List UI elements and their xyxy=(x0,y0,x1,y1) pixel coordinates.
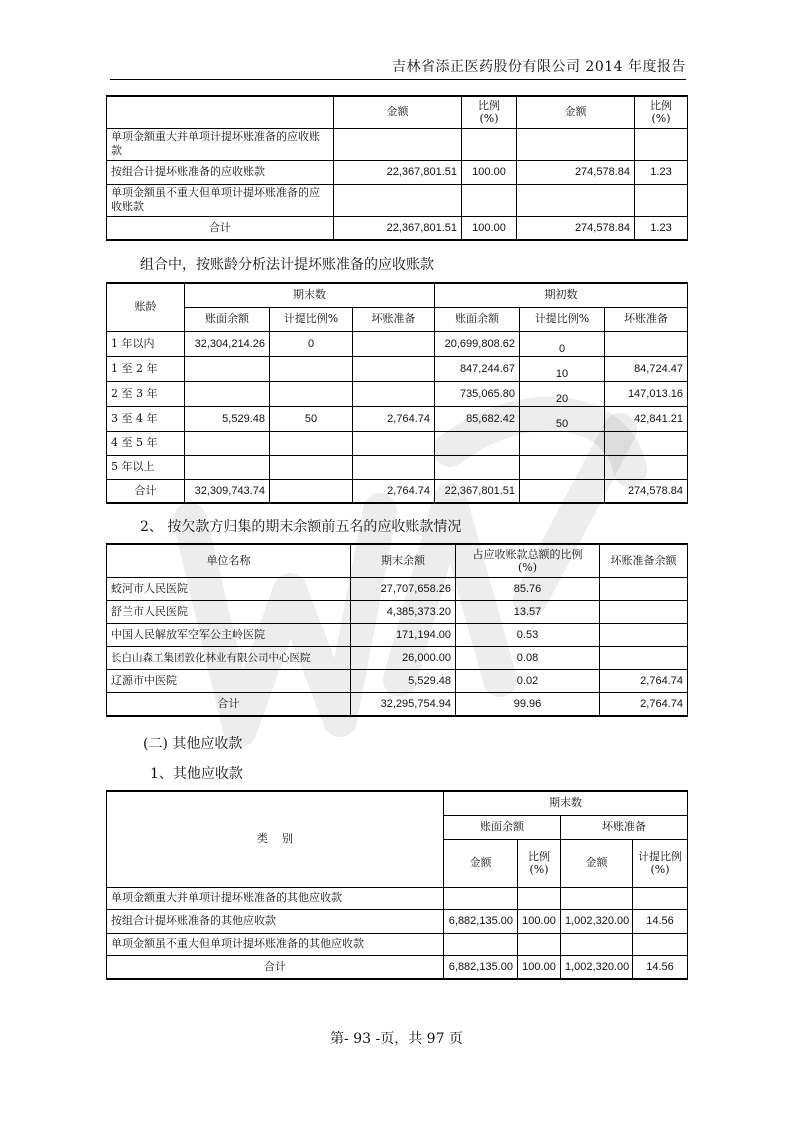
report-header: 吉林省添正医药股份有限公司 2014 年度报告 xyxy=(391,59,686,75)
cell: 14.56 xyxy=(633,955,688,979)
cell xyxy=(353,381,435,406)
cell xyxy=(600,577,688,600)
column-header: 坏账准备余额 xyxy=(600,544,688,577)
table-row xyxy=(107,356,688,381)
cell: 274,578.84 xyxy=(517,160,635,184)
row-label: 舒兰市人民医院 xyxy=(107,600,351,623)
column-header: 期末余额 xyxy=(351,544,456,577)
cell: 26,000.00 xyxy=(351,646,456,669)
total-row xyxy=(107,692,688,716)
receivables-classification-table xyxy=(106,95,688,241)
cell: 22,367,801.51 xyxy=(334,160,462,184)
ratio-header: 比例 (%) xyxy=(635,96,688,128)
cell xyxy=(270,356,353,381)
column-header: 占应收账款总额的比例 (%) xyxy=(456,544,600,577)
cell: 4,385,373.20 xyxy=(351,600,456,623)
row-label: 1 年以内 xyxy=(107,331,185,356)
section-heading: (二) 其他应收款 xyxy=(143,736,243,752)
cell: 2,764.74 xyxy=(353,479,435,503)
header-blank-cell xyxy=(107,96,334,128)
ratio-header: 比例 (%) xyxy=(462,96,517,128)
cell: 84,724.47 xyxy=(605,356,688,381)
column-header: 坏账准备 xyxy=(353,307,435,331)
table-row xyxy=(107,128,688,160)
section-heading: 1、其他应收款 xyxy=(150,766,243,782)
cell: 0 xyxy=(520,331,605,356)
cell xyxy=(633,933,688,955)
cell: 20 xyxy=(520,381,605,406)
column-header: 账面余额 xyxy=(185,307,270,331)
row-label: 4 至 5 年 xyxy=(107,431,185,455)
other-receivables-table xyxy=(106,790,688,980)
row-label: 单项金额重大并单项计提坏账准备的其他应收款 xyxy=(107,887,444,909)
table-row xyxy=(107,646,688,669)
cell xyxy=(520,455,605,479)
row-label: 蛟河市人民医院 xyxy=(107,577,351,600)
table-row xyxy=(107,331,688,356)
cell xyxy=(435,431,520,455)
table-row xyxy=(107,381,688,406)
cell: 22,367,801.51 xyxy=(334,216,462,240)
cell xyxy=(605,431,688,455)
cell xyxy=(444,933,518,955)
cell xyxy=(185,431,270,455)
row-label: 合计 xyxy=(107,216,334,240)
cell: 0 xyxy=(270,331,353,356)
table-row xyxy=(107,600,688,623)
period-end-header: 期末数 xyxy=(185,283,435,307)
cell xyxy=(334,128,462,160)
cell: 0.02 xyxy=(456,669,600,692)
cell: 22,367,801.51 xyxy=(435,479,520,503)
cell: 5,529.48 xyxy=(351,669,456,692)
row-label: 3 至 4 年 xyxy=(107,406,185,431)
row-label: 单项金额虽不重大但单项计提坏账准备的应收账款 xyxy=(107,184,334,216)
row-label: 合计 xyxy=(107,479,185,503)
column-header: 计提比例% xyxy=(270,307,353,331)
top-five-debtors-table xyxy=(106,543,688,717)
cell: 0.08 xyxy=(456,646,600,669)
row-label: 按组合计提坏账准备的应收账款 xyxy=(107,160,334,184)
cell xyxy=(353,431,435,455)
cell: 85.76 xyxy=(456,577,600,600)
section-heading: 组合中，按账龄分析法计提坏账准备的应收账款 xyxy=(140,257,434,273)
table-row xyxy=(107,431,688,455)
amount-header: 金额 xyxy=(444,839,518,887)
cell: 99.96 xyxy=(456,692,600,716)
table-row xyxy=(107,160,688,184)
cell xyxy=(517,184,635,216)
table-row xyxy=(107,455,688,479)
cell xyxy=(635,184,688,216)
category-header: 类 别 xyxy=(107,791,444,887)
cell xyxy=(517,128,635,160)
cell: 2,764.74 xyxy=(600,669,688,692)
cell: 32,309,743.74 xyxy=(185,479,270,503)
provision-ratio-header: 计提比例 (%) xyxy=(633,839,688,887)
cell xyxy=(353,331,435,356)
table-row xyxy=(107,669,688,692)
cell: 2,764.74 xyxy=(353,406,435,431)
cell xyxy=(353,455,435,479)
cell: 0.53 xyxy=(456,623,600,646)
table-row xyxy=(107,909,688,933)
cell: 100.00 xyxy=(462,160,517,184)
cell: 32,295,754.94 xyxy=(351,692,456,716)
cell xyxy=(518,933,561,955)
row-label: 单项金额重大并单项计提坏账准备的应收账款 xyxy=(107,128,334,160)
cell: 5,529.48 xyxy=(185,406,270,431)
table-row xyxy=(107,887,688,909)
cell: 274,578.84 xyxy=(605,479,688,503)
book-balance-header: 账面余额 xyxy=(444,815,561,839)
cell: 85,682.42 xyxy=(435,406,520,431)
cell xyxy=(462,184,517,216)
cell xyxy=(462,128,517,160)
cell: 2,764.74 xyxy=(600,692,688,716)
cell xyxy=(185,381,270,406)
table-row xyxy=(107,623,688,646)
total-row xyxy=(107,216,688,240)
header-rule xyxy=(110,79,686,80)
cell: 50 xyxy=(520,406,605,431)
section-heading: 2、 按欠款方归集的期末余额前五名的应收账款情况 xyxy=(140,519,462,535)
cell xyxy=(518,887,561,909)
cell xyxy=(561,887,633,909)
cell xyxy=(270,381,353,406)
cell: 50 xyxy=(270,406,353,431)
cell: 847,244.67 xyxy=(435,356,520,381)
table-row xyxy=(107,406,688,431)
amount-header: 金额 xyxy=(517,96,635,128)
cell xyxy=(334,184,462,216)
row-label: 合计 xyxy=(107,692,351,716)
cell: 14.56 xyxy=(633,909,688,933)
cell: 10 xyxy=(520,356,605,381)
total-row xyxy=(107,955,688,979)
cell: 13.57 xyxy=(456,600,600,623)
cell xyxy=(600,623,688,646)
column-header: 账面余额 xyxy=(435,307,520,331)
row-label: 5 年以上 xyxy=(107,455,185,479)
row-label: 辽源市中医院 xyxy=(107,669,351,692)
period-end-header: 期末数 xyxy=(444,791,688,815)
cell: 100.00 xyxy=(462,216,517,240)
cell xyxy=(600,646,688,669)
cell: 1.23 xyxy=(635,216,688,240)
cell xyxy=(185,455,270,479)
cell xyxy=(520,479,605,503)
table-row xyxy=(107,184,688,216)
bad-debt-header: 坏账准备 xyxy=(561,815,688,839)
cell: 42,841.21 xyxy=(605,406,688,431)
column-header: 计提比例% xyxy=(520,307,605,331)
total-row xyxy=(107,479,688,503)
amount-header: 金额 xyxy=(334,96,462,128)
cell: 100.00 xyxy=(518,955,561,979)
cell xyxy=(561,933,633,955)
amount-header: 金额 xyxy=(561,839,633,887)
cell xyxy=(435,455,520,479)
row-label: 按组合计提坏账准备的其他应收款 xyxy=(107,909,444,933)
row-label: 中国人民解放军空军公主岭医院 xyxy=(107,623,351,646)
cell: 274,578.84 xyxy=(517,216,635,240)
column-header: 单位名称 xyxy=(107,544,351,577)
cell xyxy=(600,600,688,623)
row-label: 2 至 3 年 xyxy=(107,381,185,406)
row-label: 单项金额虽不重大但单项计提坏账准备的其他应收款 xyxy=(107,933,444,955)
cell: 735,065.80 xyxy=(435,381,520,406)
row-label: 合计 xyxy=(107,955,444,979)
cell: 100.00 xyxy=(518,909,561,933)
table-row xyxy=(107,577,688,600)
cell xyxy=(353,356,435,381)
cell: 6,882,135.00 xyxy=(444,955,518,979)
cell: 20,699,808.62 xyxy=(435,331,520,356)
cell xyxy=(605,455,688,479)
cell xyxy=(520,431,605,455)
cell xyxy=(633,887,688,909)
column-header: 坏账准备 xyxy=(605,307,688,331)
page-footer: 第- 93 -页，共 97 页 xyxy=(330,1031,463,1047)
cell: 6,882,135.00 xyxy=(444,909,518,933)
cell: 32,304,214.26 xyxy=(185,331,270,356)
cell xyxy=(270,479,353,503)
table-row xyxy=(107,933,688,955)
cell xyxy=(444,887,518,909)
row-label: 长白山森工集团敦化林业有限公司中心医院 xyxy=(107,646,351,669)
cell xyxy=(635,128,688,160)
cell: 27,707,658.26 xyxy=(351,577,456,600)
cell: 1.23 xyxy=(635,160,688,184)
cell: 171,194.00 xyxy=(351,623,456,646)
cell xyxy=(270,431,353,455)
cell xyxy=(270,455,353,479)
cell: 147,013.16 xyxy=(605,381,688,406)
cell: 1,002,320.00 xyxy=(561,955,633,979)
row-label: 1 至 2 年 xyxy=(107,356,185,381)
cell: 1,002,320.00 xyxy=(561,909,633,933)
cell xyxy=(185,356,270,381)
period-begin-header: 期初数 xyxy=(435,283,688,307)
ratio-header: 比例 (%) xyxy=(518,839,561,887)
aging-analysis-table xyxy=(106,282,688,504)
aging-header: 账龄 xyxy=(107,283,185,331)
cell xyxy=(605,331,688,356)
